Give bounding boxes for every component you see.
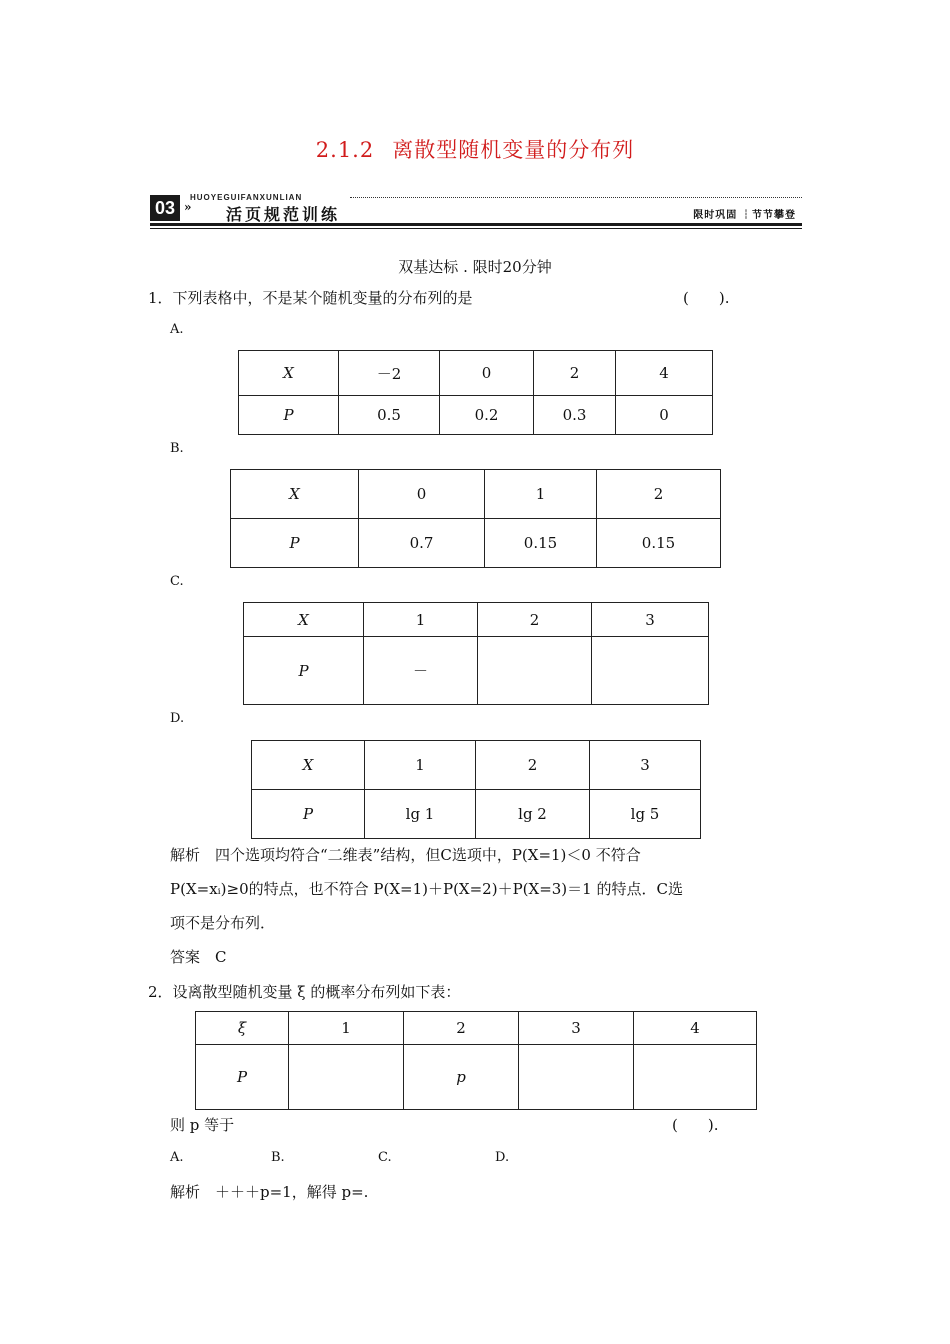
- table-cell: 2: [534, 351, 616, 396]
- q1-option-d-label: D.: [170, 711, 185, 726]
- banner-number-badge: 03: [150, 195, 180, 221]
- table-cell: 3: [592, 603, 709, 637]
- q1-stem: 1．下列表格中，不是某个随机变量的分布列的是: [148, 289, 473, 307]
- q1-option-b-table: [230, 469, 721, 568]
- table-cell: 2: [476, 741, 590, 790]
- banner-rule: [150, 223, 802, 226]
- table-cell: 2: [597, 470, 721, 519]
- table-cell: 2: [404, 1012, 519, 1045]
- table-cell: 1: [485, 470, 597, 519]
- table-cell: lg 2: [476, 790, 590, 839]
- table-cell: P: [196, 1045, 289, 1110]
- q1-analysis-line-2: P(X=xᵢ)≥0的特点，也不符合 P(X=1)＋P(X=2)＋P(X=3)＝1 的特点．C选: [170, 880, 683, 898]
- q2-analysis: 解析 ＋＋＋p=1，解得 p=.: [170, 1183, 369, 1201]
- page-title: [0, 134, 950, 164]
- q2-then: 则 p 等于: [170, 1116, 235, 1134]
- banner-dotted-line: [350, 197, 802, 198]
- table-cell: 4: [616, 351, 713, 396]
- section-number: 2.1.2: [315, 138, 375, 162]
- table-cell: p: [404, 1045, 519, 1110]
- table-cell: 1: [289, 1012, 404, 1045]
- chevron-right-icon: »: [184, 200, 192, 214]
- banner-tagline: 限时巩固 ┆节节攀登: [693, 210, 796, 221]
- table-cell: X: [239, 351, 339, 396]
- table-cell: 4: [634, 1012, 757, 1045]
- q1-option-d-table: [251, 740, 701, 839]
- table-cell: －2: [339, 351, 440, 396]
- section-banner: [150, 193, 802, 229]
- q1-option-a-table: [238, 350, 713, 435]
- q1-option-c-table: [243, 602, 709, 705]
- table-cell: 0.3: [534, 396, 616, 435]
- table-cell: 0.5: [339, 396, 440, 435]
- table-cell: 2: [478, 603, 592, 637]
- q2-stem: 2．设离散型随机变量 ξ 的概率分布列如下表：: [148, 983, 461, 1001]
- q1-analysis-line-3: 项不是分布列．: [170, 914, 276, 932]
- table-cell: 0.7: [359, 519, 485, 568]
- table-cell: 0: [440, 351, 534, 396]
- table-cell: P: [239, 396, 339, 435]
- q2-choice-a: A.: [170, 1150, 184, 1165]
- table-cell: ξ: [196, 1012, 289, 1045]
- table-cell: [478, 637, 592, 705]
- table-cell: lg 5: [590, 790, 701, 839]
- q1-analysis-line-1: 解析 四个选项均符合“二维表”结构，但C选项中，P(X=1)＜0 不符合: [170, 846, 641, 864]
- table-cell: X: [252, 741, 365, 790]
- q1-option-a-label: A.: [170, 322, 184, 337]
- table-cell: X: [231, 470, 359, 519]
- table-cell: 0: [616, 396, 713, 435]
- table-cell: [289, 1045, 404, 1110]
- table-cell: 0.2: [440, 396, 534, 435]
- table-cell: 0.15: [597, 519, 721, 568]
- table-cell: 0.15: [485, 519, 597, 568]
- q2-choice-d: D.: [495, 1150, 510, 1165]
- banner-pinyin: HUOYEGUIFANXUNLIAN: [190, 193, 303, 202]
- section-title: 离散型随机变量的分布列: [392, 138, 635, 162]
- table-cell: 0: [359, 470, 485, 519]
- table-cell: [634, 1045, 757, 1110]
- table-cell: X: [244, 603, 364, 637]
- table-cell: 1: [364, 603, 478, 637]
- q2-choice-b: B.: [271, 1150, 285, 1165]
- q1-answer: 答案 C: [170, 948, 227, 966]
- section-header: 双基达标 . 限时20分钟: [398, 258, 552, 276]
- table-cell: P: [231, 519, 359, 568]
- table-cell: P: [252, 790, 365, 839]
- q2-table: [195, 1011, 757, 1110]
- table-cell: lg 1: [365, 790, 476, 839]
- table-cell: －: [364, 637, 478, 705]
- q1-option-b-label: B.: [170, 441, 184, 456]
- table-cell: [519, 1045, 634, 1110]
- q1-option-c-label: C.: [170, 574, 184, 589]
- banner-rule-thin: [150, 228, 802, 229]
- q2-answer-paren: ( ).: [672, 1116, 719, 1134]
- table-cell: [592, 637, 709, 705]
- table-cell: 1: [365, 741, 476, 790]
- q2-choice-c: C.: [378, 1150, 392, 1165]
- table-cell: 3: [590, 741, 701, 790]
- table-cell: 3: [519, 1012, 634, 1045]
- q1-answer-paren: ( ).: [683, 289, 730, 307]
- banner-name: 活页规范训练: [226, 207, 341, 224]
- table-cell: P: [244, 637, 364, 705]
